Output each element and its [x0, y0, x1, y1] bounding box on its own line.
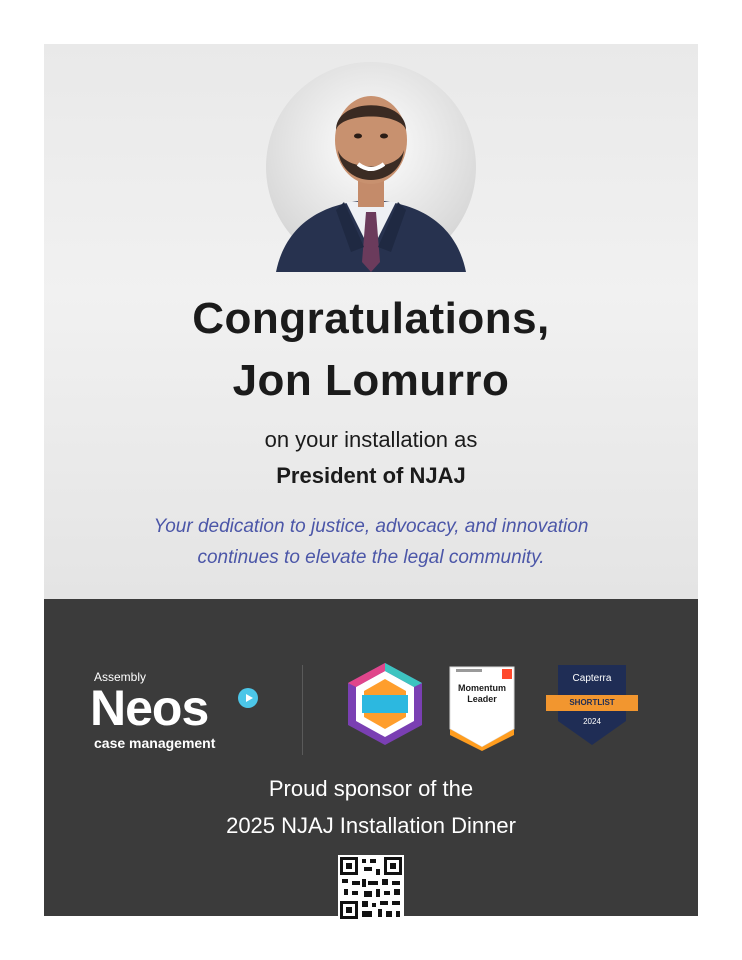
shortlist-ribbon: SHORTLIST	[569, 698, 615, 707]
quote-line-2: continues to elevate the legal community.	[197, 547, 545, 568]
installation-text: on your installation as	[264, 427, 478, 452]
headline-line-1: Congratulations,	[192, 294, 550, 343]
logo-tagline: case management	[94, 735, 216, 751]
quote-line-1: Your dedication to justice, advocacy, and innovation	[153, 516, 589, 537]
momentum-leader-label: Momentum Leader	[458, 683, 506, 704]
badge-year: 2024	[583, 717, 601, 726]
divider	[302, 665, 303, 755]
logo-neos-text: Neos	[90, 680, 209, 736]
play-icon	[238, 688, 258, 708]
upper-panel	[44, 44, 698, 599]
qr-code-icon[interactable]	[338, 855, 404, 921]
sponsor-ad-card	[44, 44, 698, 937]
learn-more-link[interactable]: Learn More	[335, 922, 407, 937]
portrait-photo	[266, 62, 476, 272]
g2-badge-icon	[446, 663, 518, 751]
capterra-label: Capterra	[572, 673, 612, 684]
award-badge-hexagon-icon	[342, 661, 428, 747]
headline-name: Jon Lomurro	[232, 356, 510, 405]
sponsor-panel	[44, 599, 698, 937]
title-text: President of NJAJ	[276, 463, 466, 488]
sponsor-line-1: Proud sponsor of the	[268, 776, 474, 801]
capterra-badge-icon	[544, 661, 640, 751]
logo-assembly-text: Assembly	[94, 670, 147, 684]
sponsor-line-2: 2025 NJAJ Installation Dinner	[226, 813, 516, 838]
